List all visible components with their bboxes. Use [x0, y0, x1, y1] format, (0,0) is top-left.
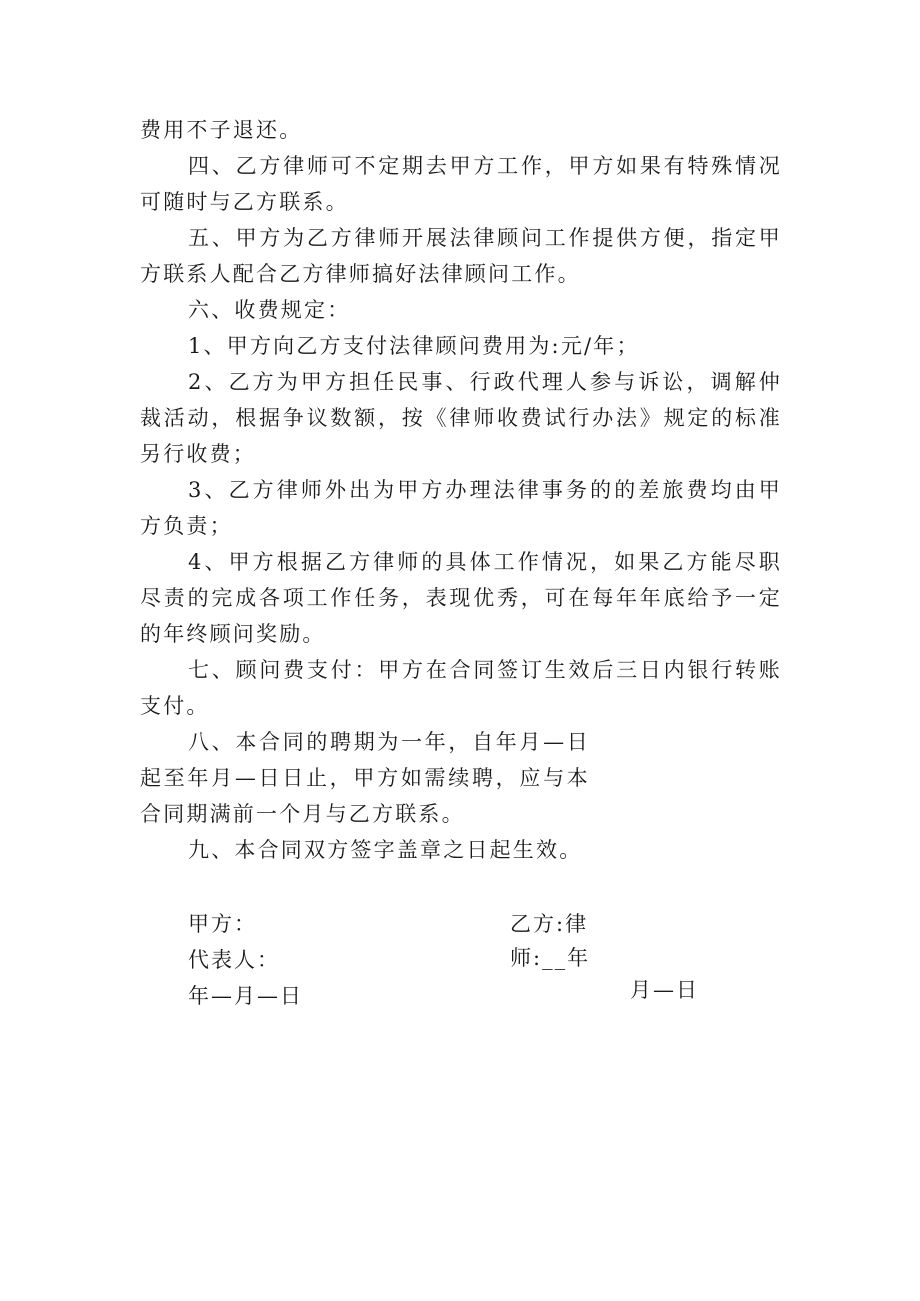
party-b-date: 月—日: [630, 978, 699, 1002]
paragraph-clause-8: 八、本合同的聘期为一年，自年月—日起至年月—日日止，甲方如需续聘，应与本合同期满前一个月与乙方联系。: [140, 730, 590, 826]
paragraph-fee-item-2: 2、乙方为甲方担任民事、行政代理人参与诉讼，调解仲裁活动，根据争议数额，按《律师收费试行办法》规定的标准另行收费；: [140, 370, 782, 466]
paragraph-clause-7: 七、顾问费支付：甲方在合同签订生效后三日内银行转账支付。: [140, 658, 782, 718]
party-a-label: 甲方：: [188, 912, 257, 936]
paragraph-clause-5: 五、甲方为乙方律师开展法律顾问工作提供方便，指定甲方联系人配合乙方律师搞好法律顾问工作。: [140, 226, 782, 286]
paragraph-fee-item-3: 3、乙方律师外出为甲方办理法律事务的的差旅费均由甲方负责；: [140, 478, 782, 538]
lawyer-label: 师:__年: [510, 946, 591, 970]
paragraph-fee-item-4: 4、甲方根据乙方律师的具体工作情况，如果乙方能尽职尽责的完成各项工作任务，表现优秀，可在每年年底给予一定的年终顾问奖励。: [140, 550, 782, 646]
paragraph-clause-9: 九、本合同双方签字盖章之日起生效。: [188, 838, 583, 862]
paragraph-refund-continuation: 费用不子退还。: [140, 118, 303, 142]
party-b-label: 乙方:律: [510, 912, 589, 936]
paragraph-fee-item-1: 1、甲方向乙方支付法律顾问费用为:元/年；: [188, 334, 640, 358]
paragraph-clause-6-heading: 六、收费规定：: [188, 298, 351, 322]
representative-label: 代表人：: [188, 948, 280, 972]
paragraph-clause-4: 四、乙方律师可不定期去甲方工作，甲方如果有特殊情况可随时与乙方联系。: [140, 154, 782, 214]
party-a-date: 年—月—日: [188, 984, 303, 1008]
contract-body: [140, 112, 782, 868]
